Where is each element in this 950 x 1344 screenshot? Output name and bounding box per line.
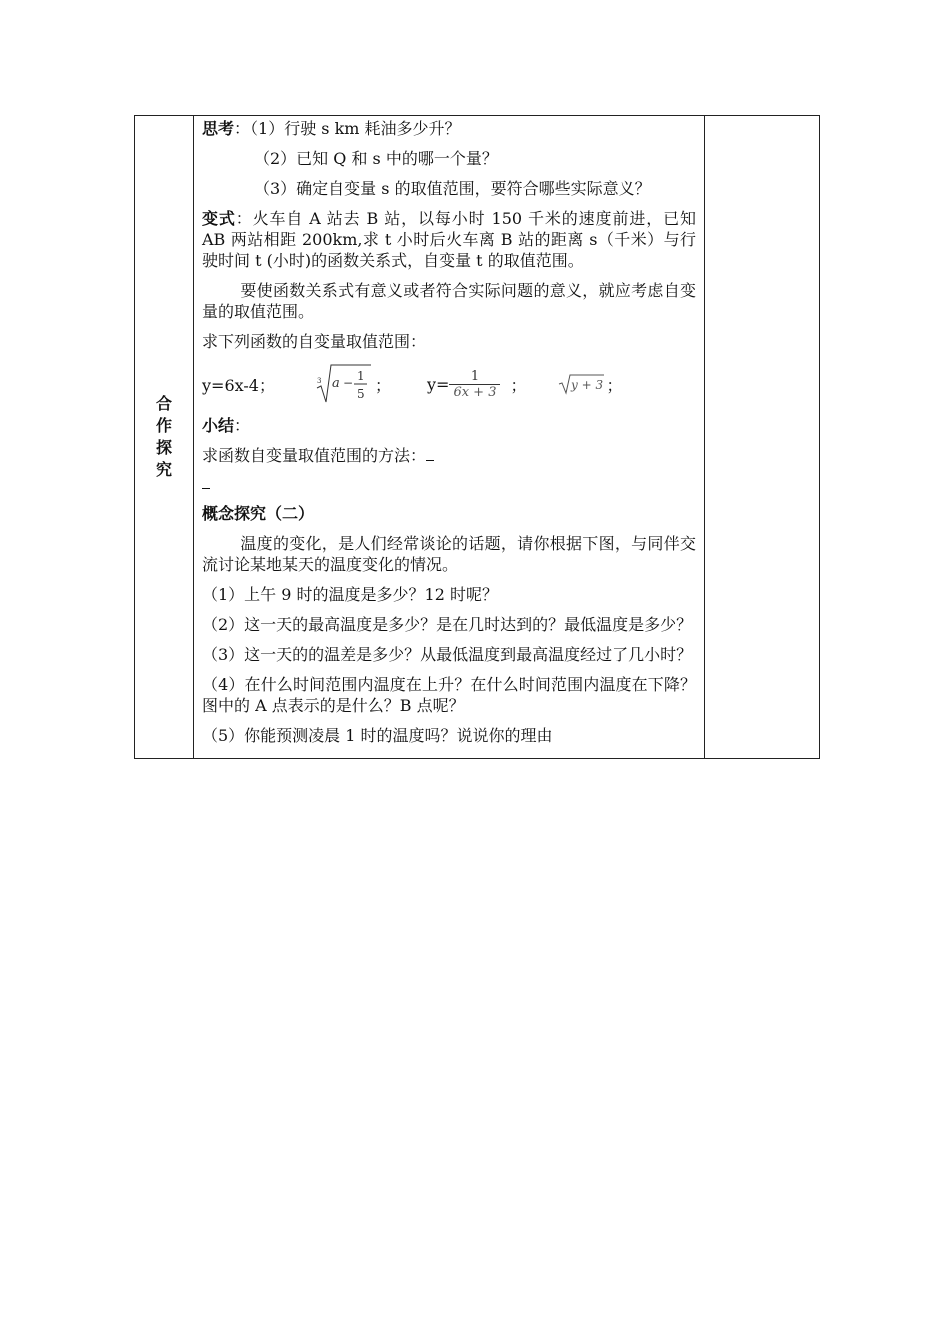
question-2: （2）这一天的最高温度是多少？是在几时达到的？最低温度是多少？ (202, 615, 693, 634)
question-3: （3）这一天的的温差是多少？从最低温度到最高温度经过了几小时？ (202, 645, 693, 664)
root-minus: − (342, 376, 354, 390)
variant-label: 变式 (202, 209, 236, 228)
function-3: y= $\frac{1}{6x + 3}$ ； (426, 368, 527, 400)
root-variable: a (331, 376, 340, 391)
root-index: 3 (316, 377, 322, 385)
answer-blank[interactable] (426, 446, 434, 461)
think-q1: 思考：（1）行驶 s km 耗油多少升？ (202, 119, 461, 138)
section-label-cell (135, 116, 194, 759)
function-4: y + 3 ； (558, 372, 622, 396)
summary-continuation (202, 473, 696, 494)
lesson-table (134, 115, 820, 759)
square-root-icon (558, 372, 606, 396)
notes-cell (705, 116, 820, 759)
question-5: （5）你能预测凌晨 1 时的温度吗？说说你的理由 (202, 726, 553, 745)
function-2: 3 a − 1 5 ； (315, 362, 391, 406)
summary-title: 小结： (202, 416, 251, 435)
root-fraction-numerator: 1 (356, 369, 365, 383)
think-q3: （3）确定自变量 s 的取值范围，要符合哪些实际意义？ (254, 179, 651, 198)
domain-note: 要使函数关系式有意义或者符合实际问题的意义，就应考虑自变量的取值范围。 (202, 281, 696, 321)
fraction: $\frac{1}{6x + 3}$ (449, 369, 500, 400)
concept2-title: 概念探究（二） (202, 504, 315, 523)
think-q2: （2）已知 Q 和 s 中的哪一个量？ (254, 149, 498, 168)
exercise-intro: 求下列函数的自变量取值范围： (202, 332, 427, 351)
question-4: （4）在什么时间范围内温度在上升？在什么时间范围内温度在下降？ 图中的 A 点表示的是什么？B 点呢？ (202, 675, 718, 715)
content-cell (194, 116, 718, 759)
question-1: （1）上午 9 时的温度是多少？12 时呢？ (202, 585, 498, 604)
think-label: 思考 (202, 119, 235, 138)
function-1: y=6x-4； (202, 375, 275, 395)
section-label: 合作探究 (155, 394, 172, 479)
concept2-intro: 温度的变化，是人们经常谈论的话题，请你根据下图，与同伴交流讨论某地某天的温度变化的情况。 (202, 534, 696, 574)
variant-paragraph: 变式：火车自 A 站去 B 站，以每小时 150 千米的速度前进，已知 AB 两站相距 200km,求 t 小时后火车离 B 站的距离 s（千米）与行驶时间 t (小时)的函数关系式，自变量 t 的取值范围。 (202, 209, 696, 270)
cube-root-icon (315, 362, 373, 406)
table-row (135, 116, 820, 759)
answer-blank-continued[interactable] (202, 474, 210, 489)
root-fraction-denominator: 5 (356, 387, 365, 401)
function-list (202, 361, 696, 407)
summary-method: 求函数自变量取值范围的方法： (202, 445, 696, 466)
sqrt-body: y + 3 (571, 378, 604, 392)
